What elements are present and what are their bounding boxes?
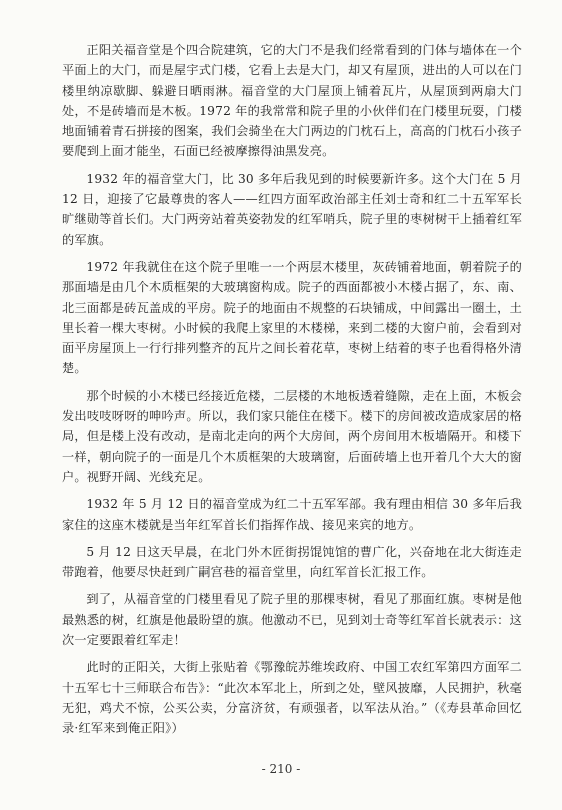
paragraph-6: 5 月 12 日这天早晨，在北门外木匠街拐馄饨馆的曹广化，兴奋地在北大街连走带跑着，他要尽快赶到广嗣宫巷的福音堂里，向红军首长汇报工作。 bbox=[62, 544, 522, 580]
paragraph-1: 正阳关福音堂是个四合院建筑，它的大门不是我们经常看到的门体与墙体在一个平面上的大门，而是屋宇式门楼，它看上去是大门，却又有屋顶，进出的人可以在门楼里纳凉歇脚、躲避日晒雨淋。福音堂的大门屋顶上铺着瓦片，从屋顶到两扇大门处，不是砖墙而是木板。1972 年的我常常和院子里的小伙伴们在门楼里玩耍，门楼地面铺着青石拼接的图案，我们会骑坐在大门两边的门枕石上，高高的门枕石小孩子要爬到上面才能坐，石面已经被摩擦得油黑发亮。 bbox=[62, 43, 522, 159]
paragraph-5: 1932 年 5 月 12 日的福音堂成为红二十五军军部。我有理由相信 30 多年后我家住的这座木楼就是当年红军首长们指挥作战、接见来宾的地方。 bbox=[62, 497, 522, 532]
paragraph-4: 那个时候的小木楼已经接近危楼，二层楼的木地板透着缝隙，走在上面，木板会发出吱吱呀呀的呻吟声。所以，我们家只能住在楼下。楼下的房间被改造成家居的格局，但是楼上没有改动，是南北走向的两个大房间，两个房间用木板墙隔开。和楼下一样，朝向院子的一面是几个木质框架的大玻璃窗，后面砖墙上也开着几个大大的窗户。视野开阔、光线充足。 bbox=[62, 388, 522, 484]
paragraph-3: 1972 年我就住在这个院子里唯一一个两层木楼里，灰砖铺着地面，朝着院子的那面墙是由几个木质框架的大玻璃窗构成。院子的西面都被小木楼占据了，东、南、北三面都是砖瓦盖成的平房。院子的地面由不规整的石块铺成，中间露出一圈土，土里长着一棵大枣树。小时候的我爬上家里的木楼梯，来到二楼的大窗户前，会看到对面平房屋顶上一行行排列整齐的瓦片之间长着花草，枣树上结着的枣子也看得格外清楚。 bbox=[62, 259, 522, 376]
body-text bbox=[62, 40, 522, 739]
paragraph-8: 此时的正阳关，大街上张贴着《鄂豫皖苏维埃政府、中国工农红军第四方面军二十五军七十三师联合布告》：“此次本军北上，所到之处，壁风披靡，人民拥护，秋毫无犯，鸡犬不惊，公买公卖，分富济贫，有顽强者，以军法从治。”（《寿县革命回忆录·红军来到俺正阳》） bbox=[62, 660, 522, 736]
paragraph-7: 到了，从福音堂的门楼里看见了院子里的那棵枣树，看见了那面红旗。枣树是他最熟悉的树，红旗是他最盼望的旗。他激动不已，见到刘士奇等红军首长就表示：这次一定要跟着红军走！ bbox=[62, 592, 522, 648]
page-number: - 210 - bbox=[261, 762, 301, 776]
paragraph-2: 1932 年的福音堂大门，比 30 多年后我见到的时候要新许多。这个大门在 5 月 12 日，迎接了它最尊贵的客人——红四方面军政治部主任刘士奇和红二十五军军长旷继勋等首长们。大门两旁站着英姿勃发的红军哨兵，院子里的枣树树干上插着红军的军旗。 bbox=[62, 171, 522, 247]
